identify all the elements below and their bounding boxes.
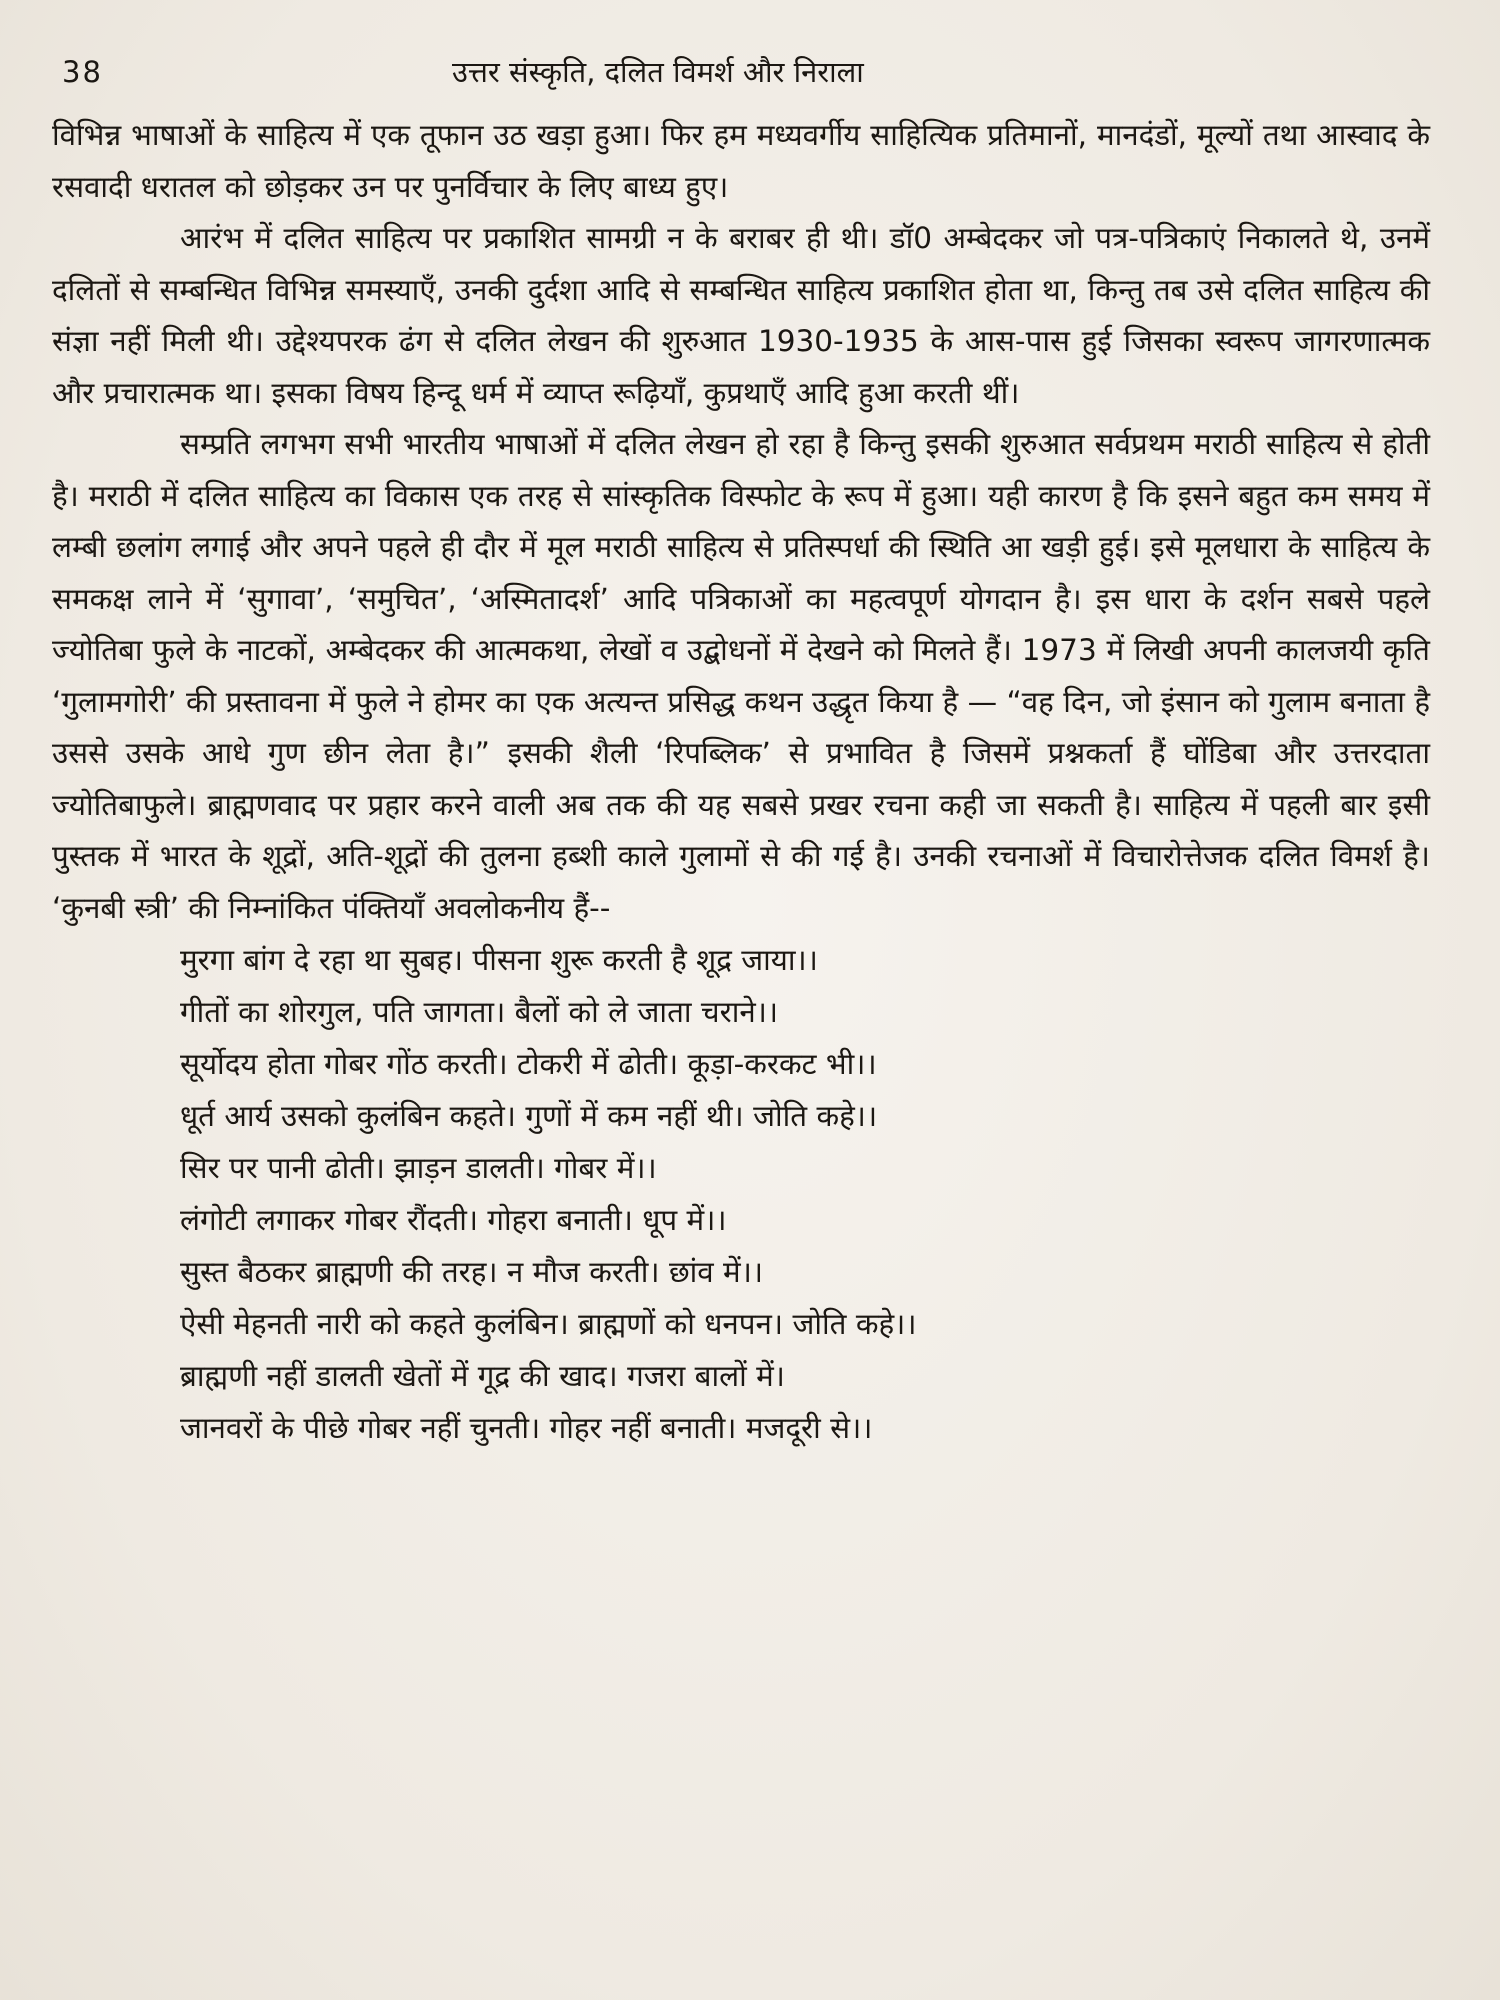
poem-line: धूर्त आर्य उसको कुलंबिन कहते। गुणों में कम नहीं थी। जोति कहे।। [180, 1099, 878, 1133]
page-number: 38 [62, 55, 103, 89]
paragraph-continuation: विभिन्न भाषाओं के साहित्य में एक तूफान उठ खड़ा हुआ। फिर हम मध्यवर्गीय साहित्यिक प्रतिमानों, मानदंडों, मूल्यों तथा आस्वाद के रसवादी धरातल को छोड़कर उन पर पुनर्विचार के लिए बाध्य हुए। [52, 118, 1430, 204]
poem-line: सूर्योदय होता गोबर गोंठ करती। टोकरी में ढोती। कूड़ा-करकट भी।। [180, 1047, 877, 1081]
paragraph-dalit-literature-origins: आरंभ में दलित साहित्य पर प्रकाशित सामग्री न के बराबर ही थी। डॉ0 अम्बेदकर जो पत्र-पत्रिकाएं निकालते थे, उनमें दलितों से सम्बन्धित विभिन्न समस्याएँ, उनकी दुर्दशा आदि से सम्बन्धित साहित्य प्रकाशित होता था, किन्तु तब उसे दलित साहित्य की संज्ञा नहीं मिली थी। उद्देश्यपरक ढंग से दलित लेखन की शुरुआत 1930-1935 के आस-पास हुई जिसका स्वरूप जागरणात्मक और प्रचारात्मक था। इसका विषय हिन्दू धर्म में व्याप्त रूढ़ियाँ, कुप्रथाएँ आदि हुआ करती थीं। [52, 221, 1430, 410]
poem-line: गीतों का शोरगुल, पति जागता। बैलों को ले जाता चराने।। [180, 995, 779, 1029]
poem-line: सिर पर पानी ढोती। झाड़न डालती। गोबर में।। [180, 1151, 657, 1185]
poem-line: ऐसी मेहनती नारी को कहते कुलंबिन। ब्राह्मणों को धनपन। जोति कहे।। [180, 1307, 917, 1341]
poem-line: जानवरों के पीछे गोबर नहीं चुनती। गोहर नहीं बनाती। मजदूरी से।। [180, 1411, 873, 1445]
running-title: उत्तर संस्कृति, दलित विमर्श और निराला [452, 55, 864, 89]
poem-block [52, 934, 1430, 1454]
poem-line: सुस्त बैठकर ब्राह्मणी की तरह। न मौज करती। छांव में।। [180, 1255, 764, 1289]
body-text [52, 110, 1430, 934]
poem-line: मुरगा बांग दे रहा था सुबह। पीसना शुरू करती है शूद्र जाया।। [180, 943, 818, 977]
page-header [52, 52, 1430, 102]
poem-line: लंगोटी लगाकर गोबर रौंदती। गोहरा बनाती। धूप में।। [180, 1203, 727, 1237]
poem-line: ब्राह्मणी नहीं डालती खेतों में गूद्र की खाद। गजरा बालों में। [180, 1359, 785, 1393]
paragraph-marathi-dalit-literature: सम्प्रति लगभग सभी भारतीय भाषाओं में दलित लेखन हो रहा है किन्तु इसकी शुरुआत सर्वप्रथम मराठी साहित्य से होती है। मराठी में दलित साहित्य का विकास एक तरह से सांस्कृतिक विस्फोट के रूप में हुआ। यही कारण है कि इसने बहुत कम समय में लम्बी छलांग लगाई और अपने पहले ही दौर में मूल मराठी साहित्य से प्रतिस्पर्धा की स्थिति आ खड़ी हुई। इसे मूलधारा के साहित्य के समकक्ष लाने में ‘सुगावा’, ‘समुचित’, ‘अस्मितादर्श’ आदि पत्रिकाओं का महत्वपूर्ण योगदान है। इस धारा के दर्शन सबसे पहले ज्योतिबा फुले के नाटकों, अम्बेदकर की आत्मकथा, लेखों व उद्बोधनों में देखने को मिलते हैं। 1973 में लिखी अपनी कालजयी कृति ‘गुलामगोरी’ की प्रस्तावना में फुले ने होमर का एक अत्यन्त प्रसिद्ध कथन उद्धृत किया है — “वह दिन, जो इंसान को गुलाम बनाता है उससे उसके आधे गुण छीन लेता है।” इसकी शैली ‘रिपब्लिक’ से प्रभावित है जिसमें प्रश्नकर्ता हैं घोंडिबा और उत्तरदाता ज्योतिबाफुले। ब्राह्मणवाद पर प्रहार करने वाली अब तक की यह सबसे प्रखर रचना कही जा सकती है। साहित्य में पहली बार इसी पुस्तक में भारत के शूद्रों, अति-शूद्रों की तुलना हब्शी काले गुलामों से की गई है। उनकी रचनाओं में विचारोत्तेजक दलित विमर्श है। ‘कुनबी स्त्री’ की निम्नांकित पंक्तियाँ अवलोकनीय हैं-- [52, 427, 1430, 925]
